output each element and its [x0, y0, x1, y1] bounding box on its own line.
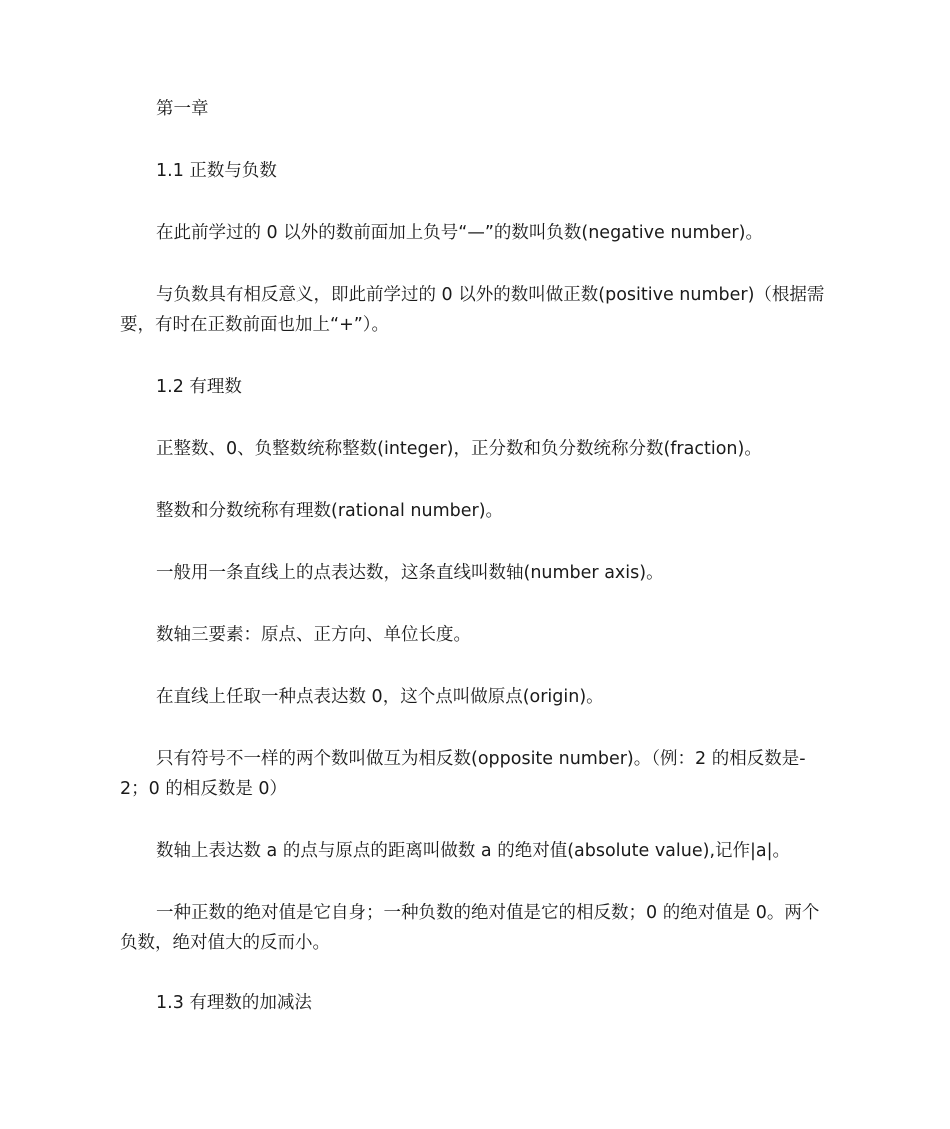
section-heading-1-1: 1.1 正数与负数	[156, 161, 277, 181]
paragraph-integer-fraction: 正整数、0、负整数统称整数(integer)，正分数和负分数统称分数(fraction)。	[156, 439, 762, 459]
paragraph-rational-number: 整数和分数统称有理数(rational number)。	[156, 501, 504, 521]
paragraph-axis-elements: 数轴三要素：原点、正方向、单位长度。	[156, 625, 471, 645]
chapter-heading: 第一章	[156, 99, 209, 119]
paragraph-opposite-number: 只有符号不一样的两个数叫做互为相反数(opposite number)。（例：2 的相反数是-2；0 的相反数是 0）	[120, 749, 806, 799]
paragraph-absolute-value-rules: 一种正数的绝对值是它自身；一种负数的绝对值是它的相反数；0 的绝对值是 0。两个负数，绝对值大的反而小。	[120, 903, 820, 953]
paragraph-number-axis: 一般用一条直线上的点表达数，这条直线叫数轴(number axis)。	[156, 563, 664, 583]
section-heading-1-3: 1.3 有理数的加减法	[156, 993, 312, 1013]
paragraph-positive-number: 与负数具有相反意义，即此前学过的 0 以外的数叫做正数(positive number)（根据需要，有时在正数前面也加上“+”）。	[120, 285, 825, 335]
paragraph-absolute-value: 数轴上表达数 a 的点与原点的距离叫做数 a 的绝对值(absolute value),记作|a|。	[156, 841, 791, 861]
section-heading-1-2: 1.2 有理数	[156, 377, 242, 397]
paragraph-negative-number: 在此前学过的 0 以外的数前面加上负号“—”的数叫负数(negative number)。	[156, 223, 763, 243]
paragraph-origin: 在直线上任取一种点表达数 0，这个点叫做原点(origin)。	[156, 687, 604, 707]
